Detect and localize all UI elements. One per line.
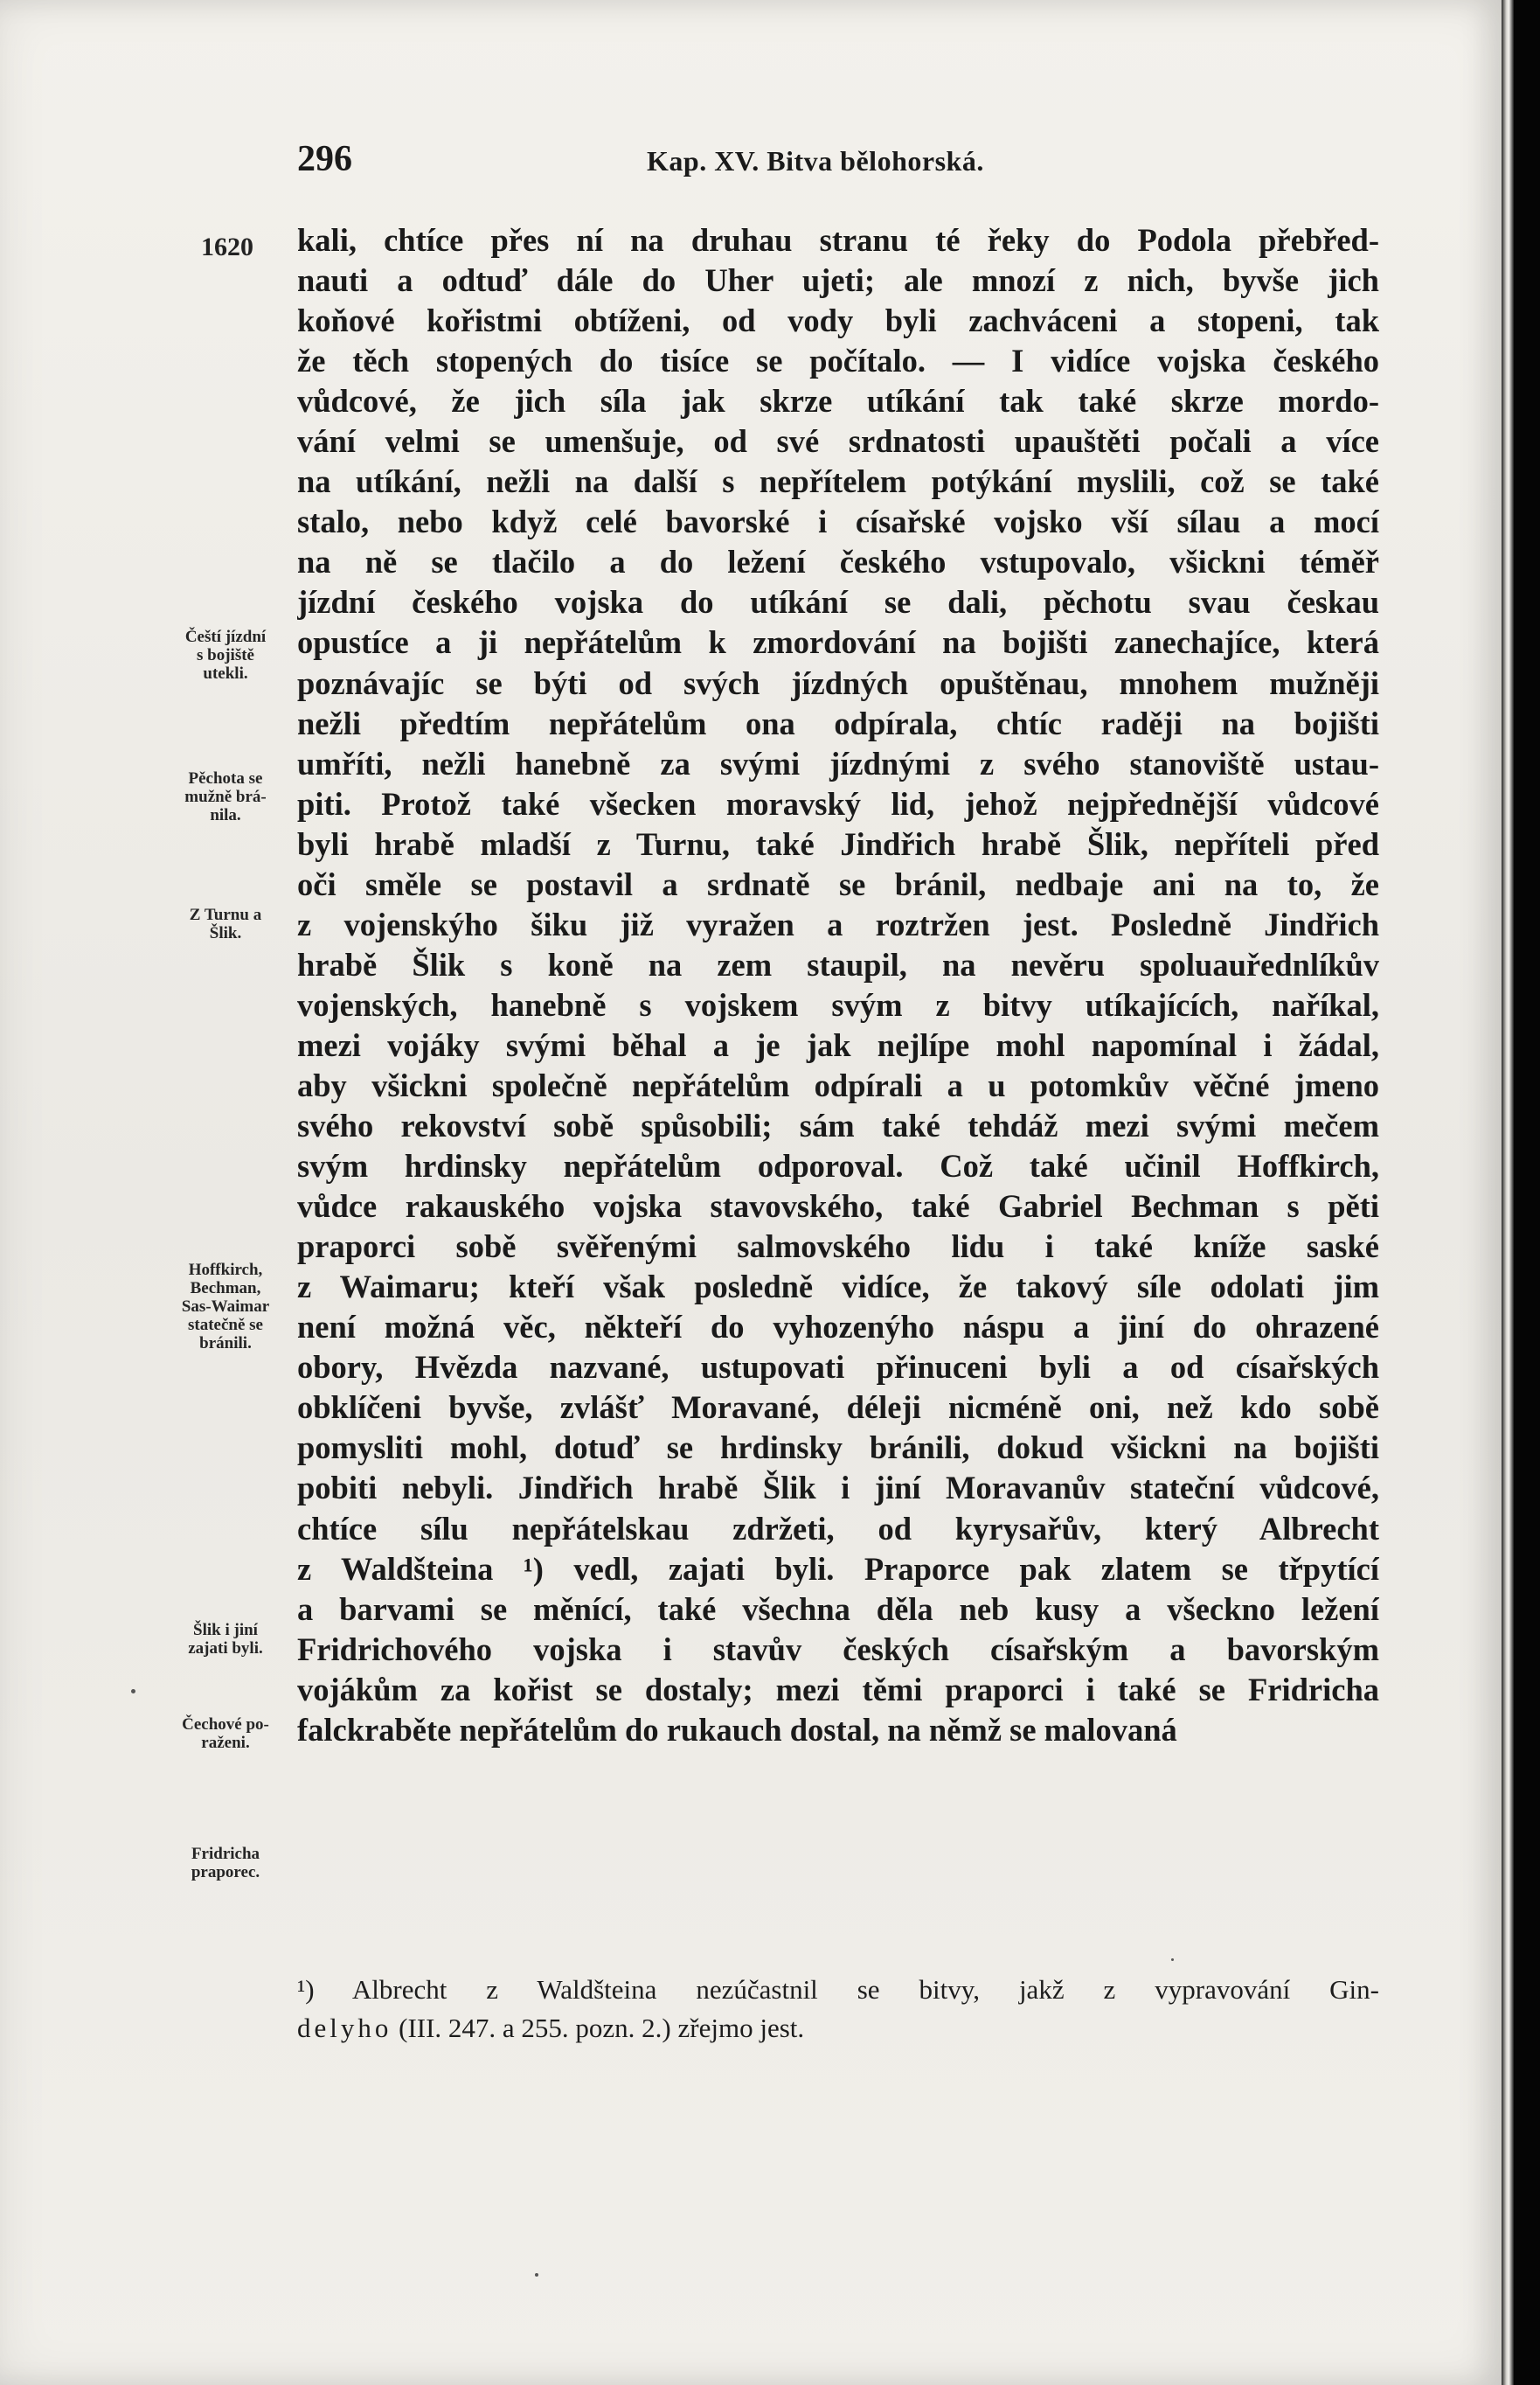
margin-note — [154, 769, 297, 824]
margin-note-line: nila. — [210, 806, 241, 824]
margin-note-line: Čechové po- — [182, 1715, 269, 1734]
text-line: oči směle se postavil a srdnatě se bránil, nedbaje ani na to, že — [297, 866, 1379, 902]
footnote — [297, 1971, 1379, 2048]
text-line: na utíkání, nežli na další s nepřítelem potýkání myslili, což se také — [297, 463, 1379, 500]
page-number: 296 — [297, 139, 352, 179]
margin-note-line: s bojiště — [197, 646, 254, 664]
print-speck — [131, 1689, 135, 1693]
text-line: z Waimaru; kteří však posledně vidíce, že takový síle odolati jim — [297, 1269, 1379, 1305]
margin-note-line: bránili. — [199, 1334, 252, 1352]
text-line: Fridrichového vojska i stavův českých císařským a bavorským — [297, 1631, 1379, 1667]
margin-note-line: Šlik. — [209, 924, 242, 942]
text-line: falckraběte nepřátelům do rukauch dostal, na němž se malovaná — [297, 1711, 1177, 1748]
text-line: obklíčeni byvše, zvlášť Moravané, déleji nicméně oni, než kdo sobě — [297, 1389, 1379, 1426]
text-line: kali, chtíce přes ní na druhau stranu té řeky do Podola přebřed- — [297, 222, 1379, 258]
margin-note — [154, 1845, 297, 1881]
running-title: Kap. XV. Bitva bělohorská. — [647, 145, 984, 177]
footnote-reference: (III. 247. a 255. pozn. 2.) zřejmo jest. — [392, 2013, 805, 2043]
margin-note — [154, 628, 297, 683]
text-line: vůdcové, že jich síla jak skrze utíkání tak také skrze mordo- — [297, 383, 1379, 420]
footnote-author: delyho — [297, 2013, 392, 2043]
text-line: poznávajíc se býti od svých jízdných opuštěnau, mnohem mužněji — [297, 664, 1379, 701]
margin-note-line: raženi. — [201, 1734, 250, 1752]
margin-note — [154, 1621, 297, 1658]
margin-note-line: Šlik i jiní — [193, 1621, 258, 1639]
text-line: stalo, nebo když celé bavorské i císařské vojsko vší sílau a mocí — [297, 504, 1379, 540]
text-line: z vojenskýho šiku již vyražen a roztržen jest. Posledně Jindřich — [297, 906, 1379, 942]
scan-background — [1514, 0, 1540, 2385]
footnote-line — [297, 2009, 1379, 2048]
text-line: vůdce rakauského vojska stavovského, také Gabriel Bechman s pěti — [297, 1188, 1379, 1225]
margin-note-line: Pěchota se — [188, 769, 263, 788]
text-line: umříti, nežli hanebně za svými jízdnými z svého stanoviště ustau- — [297, 745, 1379, 782]
text-line: vání velmi se umenšuje, od své srdnatosti upauštěti počali a více — [297, 423, 1379, 460]
margin-year: 1620 — [201, 233, 253, 261]
text-line: není možná věc, někteří do vyhozenýho náspu a jiní do ohrazené — [297, 1309, 1379, 1345]
margin-note-line: Bechman, — [190, 1279, 261, 1297]
margin-note — [154, 1715, 297, 1752]
text-line: pobiti nebyli. Jindřich hrabě Šlik i jiní Moravanův stateční vůdcové, — [297, 1470, 1379, 1506]
margin-note-line: Z Turnu a — [189, 906, 262, 924]
text-line: vojákům za kořist se dostaly; mezi těmi praporci i také se Fridricha — [297, 1671, 1379, 1707]
text-line: mezi vojáky svými běhal a je jak nejlípe mohl napomínal i žádal, — [297, 1026, 1379, 1063]
margin-note-line: mužně brá- — [184, 788, 267, 806]
text-line: na ně se tlačilo a do ležení českého vstupovalo, všickni téměř — [297, 544, 1379, 581]
margin-note-line: Sas-Waimar — [181, 1297, 270, 1316]
text-line: obory, Hvězda nazvané, ustupovati přinuceni byli a od císařských — [297, 1349, 1379, 1386]
print-speck — [535, 2273, 538, 2277]
text-line: vojenských, hanebně s vojskem svým z bitvy utíkajících, naříkal, — [297, 986, 1379, 1023]
text-line: opustíce a ji nepřátelům k zmordování na bojišti zanechajíce, která — [297, 624, 1379, 661]
text-line: že těch stopených do tisíce se počítalo. — I vidíce vojska českého — [297, 343, 1379, 379]
margin-note-line: Čeští jízdní — [184, 628, 267, 646]
margin-note — [154, 1261, 297, 1352]
text-line: nežli předtím nepřátelům ona odpírala, chtíc raději na bojišti — [297, 705, 1379, 741]
text-line: hrabě Šlik s koně na zem staupil, na nevěru spoluauřednlíkův — [297, 946, 1379, 983]
running-head — [297, 138, 1377, 182]
page-edge — [1502, 0, 1514, 2385]
text-line: chtíce sílu nepřátelskau zdržeti, od kyrysařův, který Albrecht — [297, 1510, 1379, 1547]
text-line: praporci sobě svěřenými salmovského lidu i také kníže saské — [297, 1228, 1379, 1265]
body-text — [297, 220, 1379, 1750]
margin-note-line: Fridricha — [191, 1845, 260, 1863]
text-line: jízdní českého vojska do utíkání se dali, pěchotu svau českau — [297, 584, 1379, 621]
text-line: svým hrdinsky nepřátelům odporoval. Což také učinil Hoffkirch, — [297, 1148, 1379, 1185]
text-line: aby všickni společně nepřátelům odpírali a u potomkův věčné jmeno — [297, 1067, 1379, 1103]
text-line: byli hrabě mladší z Turnu, také Jindřich hrabě Šlik, nepříteli před — [297, 825, 1379, 862]
text-line: piti. Protož také všecken moravský lid, jehož nejpřednější vůdcové — [297, 785, 1379, 822]
text-line: nauti a odtuď dále do Uher ujeti; ale mnozí z nich, byvše jich — [297, 262, 1379, 299]
margin-note-line: utekli. — [203, 664, 248, 683]
text-line: pomysliti mohl, dotuď se hrdinsky bránili, dokud všickni na bojišti — [297, 1429, 1379, 1466]
print-speck — [1171, 1958, 1174, 1961]
text-line: koňové kořistmi obtíženi, od vody byli zachváceni a stopeni, tak — [297, 302, 1379, 339]
margin-note-line: statečně se — [188, 1316, 263, 1334]
margin-note-line: Hoffkirch, — [188, 1261, 263, 1279]
margin-note-line: praporec. — [191, 1863, 260, 1881]
footnote-line: ¹) Albrecht z Waldšteina nezúčastnil se bitvy, jakž z vypravování Gin- — [297, 1974, 1379, 2005]
text-line: a barvami se měnící, také všechna děla neb kusy a všeckno ležení — [297, 1590, 1379, 1627]
text-line: z Waldšteina ¹) vedl, zajati byli. Praporce pak zlatem se třpytící — [297, 1550, 1379, 1587]
margin-note — [154, 906, 297, 942]
text-line: svého rekovství sobě spůsobili; sám také tehdáž mezi svými mečem — [297, 1108, 1379, 1144]
margin-note-line: zajati byli. — [188, 1639, 263, 1658]
